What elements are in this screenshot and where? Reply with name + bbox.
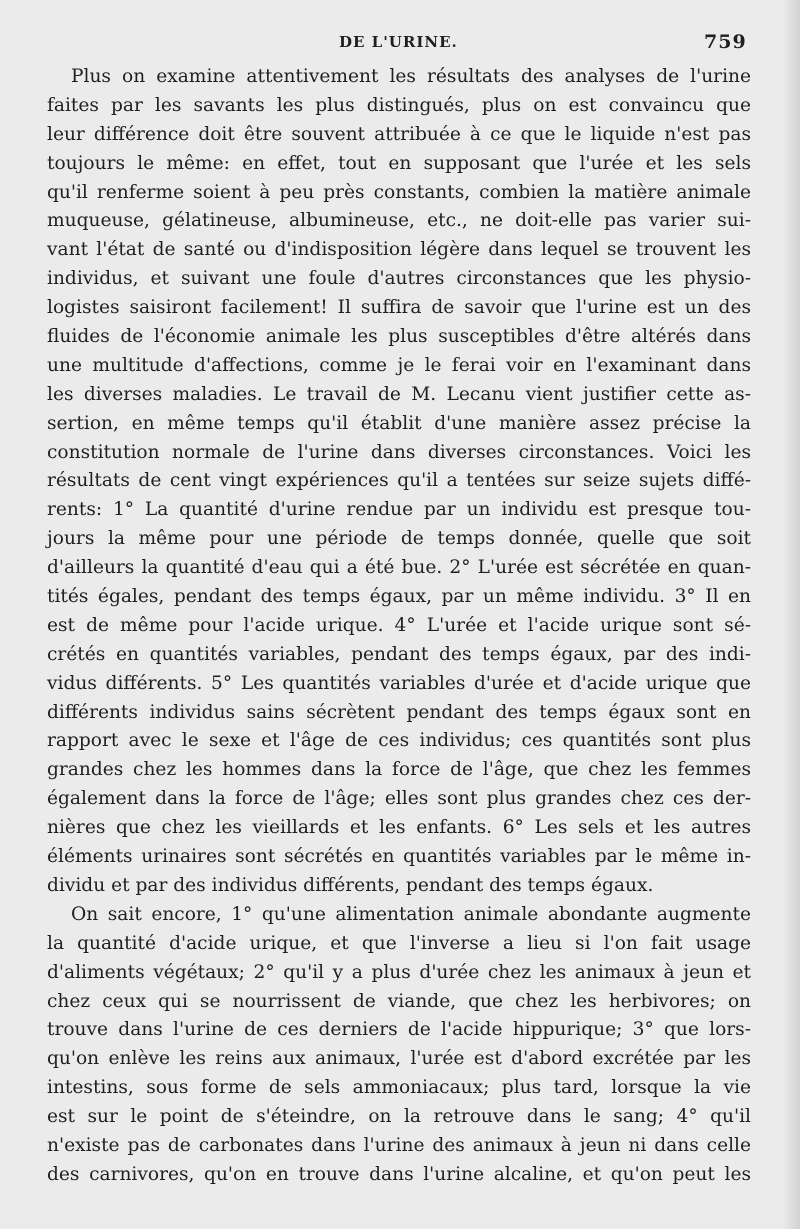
text-line: est de même pour l'acide urique. 4° L'urée et l'acide urique sont sé-	[47, 614, 751, 636]
text-line: les diverses maladies. Le travail de M. Lecanu vient justifier cette as-	[47, 383, 751, 405]
text-line: muqueuse, gélatineuse, albumineuse, etc., ne doit-elle pas varier sui-	[47, 210, 751, 232]
text-line: résultats de cent vingt expériences qu'il a tentées sur seize sujets diffé-	[47, 470, 751, 492]
running-head: DE L'URINE.	[339, 33, 458, 51]
page-number: 759	[704, 31, 747, 53]
text-line: des carnivores, qu'on en trouve dans l'urine alcaline, et qu'on peut les	[47, 1163, 751, 1185]
text-line: crétés en quantités variables, pendant des temps égaux, par des indi-	[47, 643, 751, 665]
text-line: faites par les savants les plus distingués, plus on est convaincu que	[47, 94, 751, 116]
text-line: d'ailleurs la quantité d'eau qui a été bue. 2° L'urée est sécrétée en quan-	[47, 557, 751, 579]
text-line: grandes chez les hommes dans la force de l'âge, que chez les femmes	[47, 759, 751, 781]
text-line: d'aliments végétaux; 2° qu'il y a plus d'urée chez les animaux à jeun et	[47, 961, 751, 983]
text-line: individus, et suivant une foule d'autres circonstances que les physio-	[47, 268, 751, 290]
text-line: nières que chez les vieillards et les enfants. 6° Les sels et les autres	[47, 817, 751, 839]
text-line: différents individus sains sécrètent pendant des temps égaux sont en	[47, 701, 751, 723]
text-line: également dans la force de l'âge; elles sont plus grandes chez ces der-	[47, 788, 751, 810]
text-line: rapport avec le sexe et l'âge de ces individus; ces quantités sont plus	[47, 730, 751, 752]
text-line: fluides de l'économie animale les plus susceptibles d'être altérés dans	[47, 326, 751, 348]
text-line: n'existe pas de carbonates dans l'urine des animaux à jeun ni dans celle	[47, 1134, 751, 1156]
text-line: vant l'état de santé ou d'indisposition légère dans lequel se trouvent les	[47, 239, 751, 261]
text-line: la quantité d'acide urique, et que l'inverse a lieu si l'on fait usage	[47, 932, 751, 954]
text-line: On sait encore, 1° qu'une alimentation animale abondante augmente	[71, 903, 751, 925]
text-line: toujours le même: en effet, tout en supposant que l'urée et les sels	[47, 152, 751, 174]
text-line: une multitude d'affections, comme je le ferai voir en l'examinant dans	[47, 354, 751, 376]
body-text	[47, 63, 751, 1190]
page-edge-shadow	[782, 0, 800, 1229]
text-line: est sur le point de s'éteindre, on la retrouve dans le sang; 4° qu'il	[47, 1106, 751, 1128]
text-line: sertion, en même temps qu'il établit d'une manière assez précise la	[47, 412, 751, 434]
text-line: jours la même pour une période de temps donnée, quelle que soit	[47, 528, 751, 550]
text-line: qu'on enlève les reins aux animaux, l'urée est d'abord excrétée par les	[47, 1048, 751, 1070]
text-line: qu'il renferme soient à peu près constants, combien la matière animale	[47, 181, 751, 203]
text-line: leur différence doit être souvent attribuée à ce que le liquide n'est pas	[47, 123, 751, 145]
text-line: chez ceux qui se nourrissent de viande, que chez les herbivores; on	[47, 990, 751, 1012]
text-line: trouve dans l'urine de ces derniers de l'acide hippurique; 3° que lors-	[47, 1019, 751, 1041]
text-line: vidus différents. 5° Les quantités variables d'urée et d'acide urique que	[47, 672, 751, 694]
text-line: rents: 1° La quantité d'urine rendue par un individu est presque tou-	[47, 499, 751, 521]
text-line: intestins, sous forme de sels ammoniacaux; plus tard, lorsque la vie	[47, 1077, 751, 1099]
text-line: dividu et par des individus différents, pendant des temps égaux.	[47, 874, 654, 896]
text-line: logistes saisiront facilement! Il suffira de savoir que l'urine est un des	[47, 297, 751, 319]
text-line: tités égales, pendant des temps égaux, par un même individu. 3° Il en	[47, 586, 751, 608]
text-line: constitution normale de l'urine dans diverses circonstances. Voici les	[47, 441, 751, 463]
text-line: éléments urinaires sont sécrétés en quantités variables par le même in-	[47, 846, 751, 868]
text-line: Plus on examine attentivement les résultats des analyses de l'urine	[71, 66, 751, 87]
